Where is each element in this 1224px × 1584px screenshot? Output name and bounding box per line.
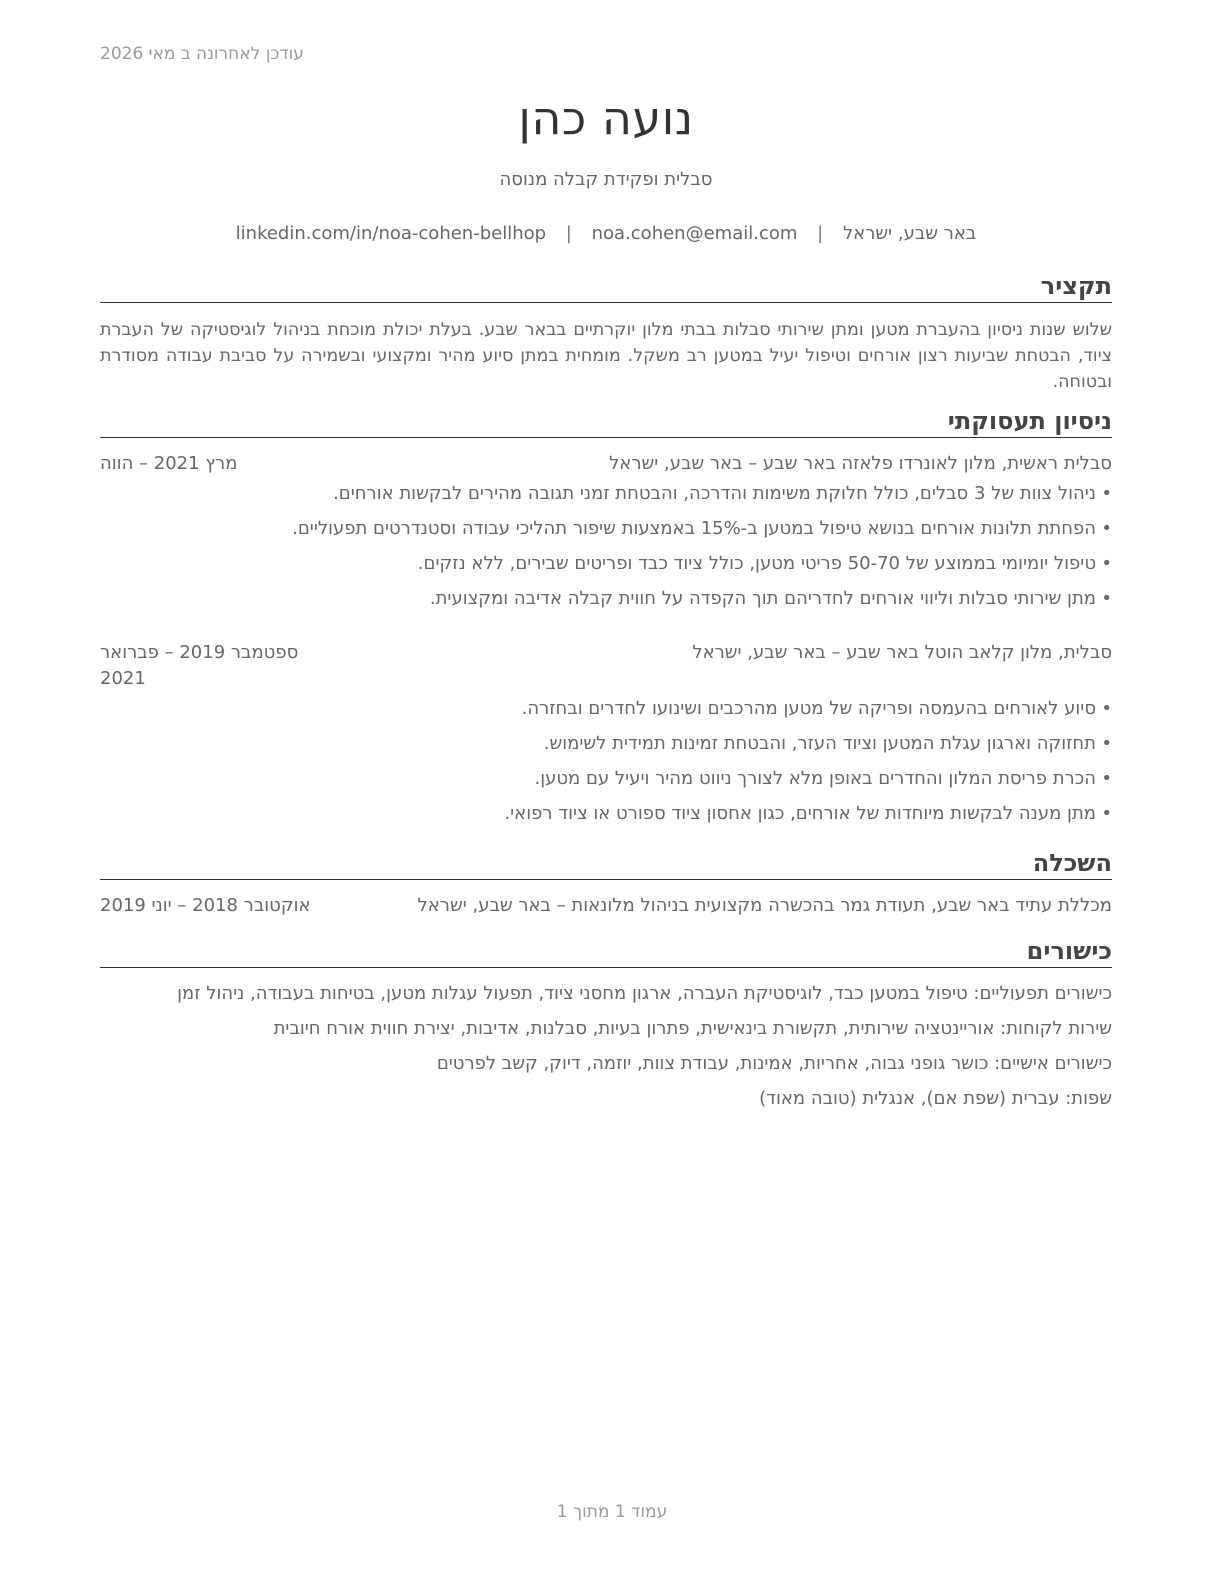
- job-entry: [100, 640, 1112, 827]
- job-dates: ספטמבר 2019 – פברואר 2021: [100, 642, 299, 689]
- contact-line: [100, 222, 1112, 246]
- job-entry: [100, 451, 1112, 612]
- job-bullet: • תחזוקה וארגון עגלת המטען וציוד העזר, והבטחת זמינות תמידית לשימוש.: [100, 731, 1112, 757]
- contact-separator: |: [817, 223, 824, 244]
- skills-line: שירות לקוחות: אוריינטציה שירותית, תקשורת בינאישית, פתרון בעיות, סבלנות, אדיבות, יצירת חווית אורח חיובית: [273, 1018, 1112, 1039]
- job-header: [100, 640, 1112, 692]
- bullet-dot-icon: •: [1101, 698, 1112, 719]
- bullet-dot-icon: •: [1101, 553, 1112, 574]
- summary-text: שלוש שנות ניסיון בהעברת מטען ומתן שירותי סבלות בבתי מלון יוקרתיים בבאר שבע. בעלת יכולת מוכחת בניהול לוגיסטיקה של העברת ציוד, הבטחת שביעות רצון אורחים וטיפול יעיל במטען רב משקל. מומחית במתן סיוע מהיר ומקצועי ובשמירה על סביבת עבודה מסודרת ובטוחה.: [100, 320, 1112, 392]
- skills-section: [100, 935, 1112, 1112]
- page-number: עמוד 1 מתוך 1: [556, 1502, 668, 1522]
- bullet-dot-icon: •: [1101, 588, 1112, 609]
- bullet-dot-icon: •: [1101, 483, 1112, 504]
- job-header: [100, 451, 1112, 477]
- bullet-dot-icon: •: [1101, 733, 1112, 754]
- education-section: [100, 847, 1112, 919]
- job-dates: מרץ 2021 – הווה: [100, 453, 238, 474]
- candidate-name: נועה כהן: [518, 91, 694, 145]
- contact-location: באר שבע, ישראל: [842, 223, 977, 244]
- job-bullets: [100, 696, 1112, 827]
- skills-line: כישורים תפעוליים: טיפול במטען כבד, לוגיסטיקת העברה, ארגון מחסני ציוד, תפעול עגלות מטען, בטיחות בעבודה, ניהול זמן: [177, 983, 1112, 1004]
- skills-line: כישורים אישיים: כושר גופני גבוה, אחריות, אמינות, עבודת צוות, יוזמה, דיוק, קשב לפרטים: [436, 1053, 1112, 1074]
- job-bullet: • הפחתת תלונות אורחים בנושא טיפול במטען ב-15% באמצעות שיפור תהליכי עבודה וסטנדרטים תפעוליים.: [100, 516, 1112, 542]
- contact-email[interactable]: noa.cohen@email.com: [591, 223, 798, 244]
- job-bullet: • הכרת פריסת המלון והחדרים באופן מלא לצורך ניווט מהיר ויעיל עם מטען.: [100, 766, 1112, 792]
- section-title-summary: תקציר: [100, 270, 1112, 303]
- resume-page: [100, 88, 1112, 1112]
- job-title: סבלית ראשית, מלון לאונרדו פלאזה באר שבע – באר שבע, ישראל: [609, 453, 1112, 474]
- job-bullet: • ניהול צוות של 3 סבלים, כולל חלוקת משימות והדרכה, והבטחת זמני תגובה מהירים לבקשות אורחים.: [100, 481, 1112, 507]
- summary-section: [100, 270, 1112, 395]
- candidate-subtitle: סבלית ופקידת קבלה מנוסה: [499, 169, 713, 190]
- experience-section: [100, 405, 1112, 827]
- job-bullets: [100, 481, 1112, 612]
- skills-line: שפות: עברית (שפת אם), אנגלית (טובה מאוד): [759, 1088, 1112, 1109]
- job-bullet: • טיפול יומיומי בממוצע של 50-70 פריטי מטען, כולל ציוד כבד ופריטים שבירים, ללא נזקים.: [100, 551, 1112, 577]
- last-updated-note: עודכן לאחרונה ב מאי 2026: [100, 44, 304, 64]
- job-bullet: • מתן מענה לבקשות מיוחדות של אורחים, כגון אחסון ציוד ספורט או ציוד רפואי.: [100, 801, 1112, 827]
- bullet-dot-icon: •: [1101, 518, 1112, 539]
- education-entry: [100, 893, 1112, 919]
- job-bullet: • סיוע לאורחים בהעמסה ופריקה של מטען מהרכבים ושינועו לחדרים ובחזרה.: [100, 696, 1112, 722]
- job-bullet: • מתן שירותי סבלות וליווי אורחים לחדריהם תוך הקפדה על חווית קבלה אדיבה ומקצועית.: [100, 586, 1112, 612]
- section-title-education: השכלה: [100, 847, 1112, 880]
- job-title: סבלית, מלון קלאב הוטל באר שבע – באר שבע, ישראל: [692, 642, 1112, 663]
- bullet-dot-icon: •: [1101, 768, 1112, 789]
- contact-linkedin[interactable]: linkedin.com/in/noa-cohen-bellhop: [235, 223, 547, 244]
- section-title-skills: כישורים: [100, 935, 1112, 968]
- bullet-dot-icon: •: [1101, 803, 1112, 824]
- education-dates: אוקטובר 2018 – יוני 2019: [100, 895, 311, 916]
- education-title: מכללת עתיד באר שבע, תעודת גמר בהכשרה מקצועית בניהול מלונאות – באר שבע, ישראל: [417, 895, 1112, 916]
- section-title-experience: ניסיון תעסוקתי: [100, 405, 1112, 438]
- contact-separator: |: [565, 223, 572, 244]
